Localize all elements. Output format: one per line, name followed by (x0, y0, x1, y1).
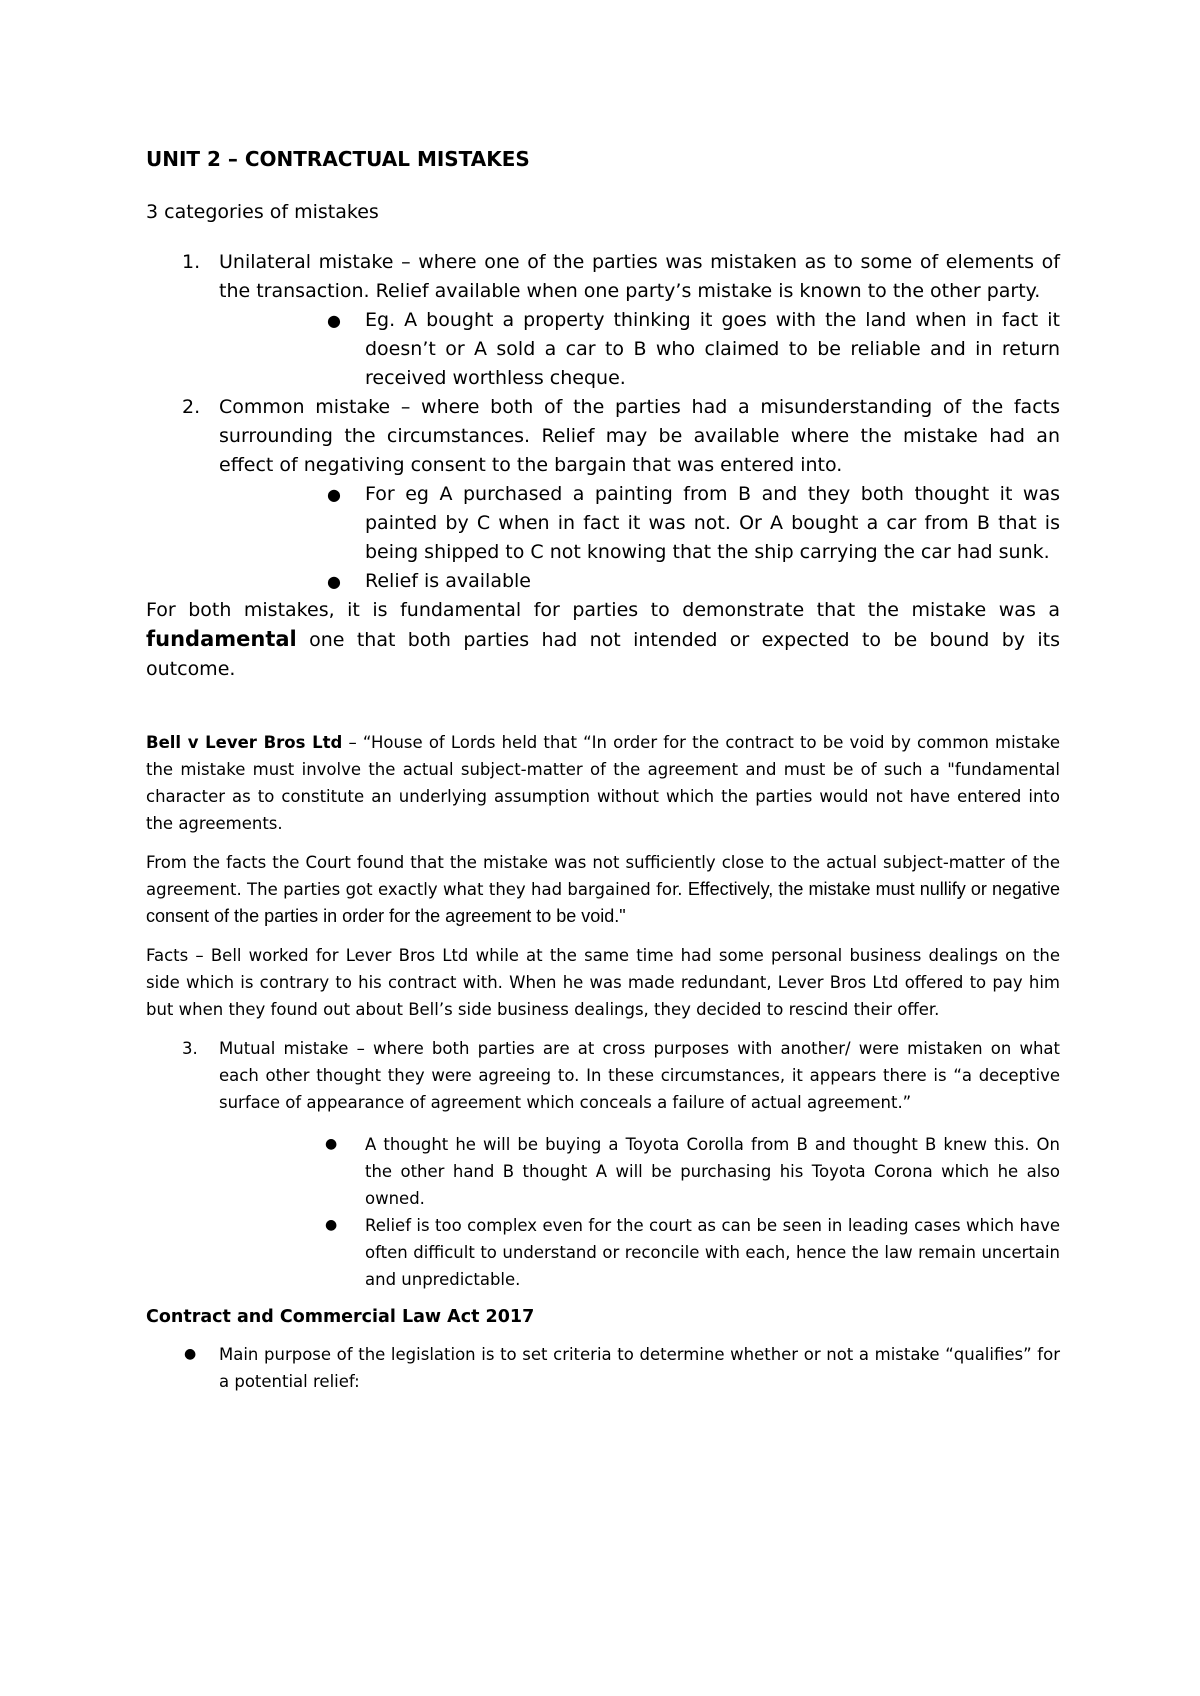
list-item-text: Unilateral mistake – where one of the parties was mistaken as to some of elements of the transaction. Relief available when one party’s mistake is known to the other party. (219, 251, 1060, 302)
bullet-icon: ● (327, 485, 341, 504)
bullet-item (219, 1131, 1060, 1212)
list-item (146, 1035, 1060, 1293)
bullet-icon: ● (325, 1217, 338, 1233)
document-body (146, 146, 1060, 1395)
court-finding-text: Effectively, the mistake must nullify or negative consent of the parties in order for the agreement to be void." (146, 879, 1061, 926)
case-name: Bell v Lever Bros Ltd (146, 733, 343, 752)
bullet-item (219, 480, 1060, 567)
case-summary (146, 729, 1060, 837)
paragraph-text: one that both parties had not intended or expected to be bound by its outcome. (146, 629, 1060, 680)
paragraph-text: For both mistakes, it is fundamental for parties to demonstrate that the mistake was a (146, 599, 1060, 621)
section-heading: Contract and Commercial Law Act 2017 (146, 1307, 535, 1327)
court-finding-text: From the facts the Court found that the mistake was not sufficiently close to the actual subject-matter of the agreement. The parties got exactly what they had bargained for. (146, 853, 1060, 899)
bullet-text: Main purpose of the legislation is to set criteria to determine whether or not a mistake “qualifies” for a potential relief: (219, 1345, 1060, 1391)
bullet-item (219, 567, 1060, 596)
bullet-icon: ● (184, 1346, 197, 1362)
list-item-text: Mutual mistake – where both parties are at cross purposes with another/ were mistaken on what each other thought they were agreeing to. In these circumstances, it appears there is “a deceptive surface of appearance of agreement which conceals a failure of actual agreement.” (219, 1039, 1060, 1112)
list-item (146, 248, 1060, 393)
mistake-list (146, 248, 1060, 596)
case-facts: Facts – Bell worked for Lever Bros Ltd while at the same time had some personal business dealings on the side which is contrary to his contract with. When he was made redundant, Lever Bros Ltd offered to pay him but when they found out about Bell’s side business dealings, they decided to rescind their offer. (146, 946, 1060, 1019)
bullet-list (219, 306, 1060, 393)
bullet-item (146, 1341, 1060, 1395)
bullet-text: Relief is too complex even for the court as can be seen in leading cases which have often difficult to understand or reconcile with each, hence the law remain uncertain and unpredictable. (365, 1216, 1060, 1289)
page-title: UNIT 2 – CONTRACTUAL MISTAKES (146, 147, 530, 171)
bullet-text: A thought he will be buying a Toyota Corolla from B and thought B knew this. On the other hand B thought A will be purchasing his Toyota Corona which he also owned. (365, 1135, 1060, 1208)
bullet-list (219, 480, 1060, 596)
both-mistakes-paragraph (146, 596, 1060, 684)
intro-text: 3 categories of mistakes (146, 201, 379, 223)
bullet-item (219, 306, 1060, 393)
bullet-icon: ● (327, 311, 341, 330)
case-quote: – “House of Lords held that “In order for the contract to be void by common mistake the mistake must involve the actual subject-matter of the agreement and must be of such a "fundamental character as to constitute an underlying assumption without which the parties would not have entered into the agreements. (146, 733, 1060, 833)
bullet-list (219, 1131, 1060, 1293)
list-number: 2. (182, 396, 201, 418)
list-number: 1. (182, 251, 201, 273)
bullet-icon: ● (325, 1136, 338, 1152)
bullet-icon: ● (327, 572, 341, 591)
bullet-text: Eg. A bought a property thinking it goes with the land when in fact it doesn’t or A sold a car to B who claimed to be reliable and in return received worthless cheque. (365, 309, 1060, 389)
case-section (146, 729, 1060, 1023)
court-finding (146, 849, 1060, 930)
list-item-text: Common mistake – where both of the parties had a misunderstanding of the facts surrounding the circumstances. Relief may be available where the mistake had an effect of negativing consent to the bargain that was entered into. (219, 396, 1060, 476)
bullet-item (219, 1212, 1060, 1293)
bullet-text: For eg A purchased a painting from B and they both thought it was painted by C when in fact it was not. Or A bought a car from B that is being shipped to C not knowing that the ship carrying the car had sunk. (365, 483, 1060, 563)
list-number: 3. (182, 1039, 198, 1058)
emphasis-text: fundamental (146, 627, 297, 651)
list-item (146, 393, 1060, 596)
bullet-text: Relief is available (365, 570, 531, 592)
